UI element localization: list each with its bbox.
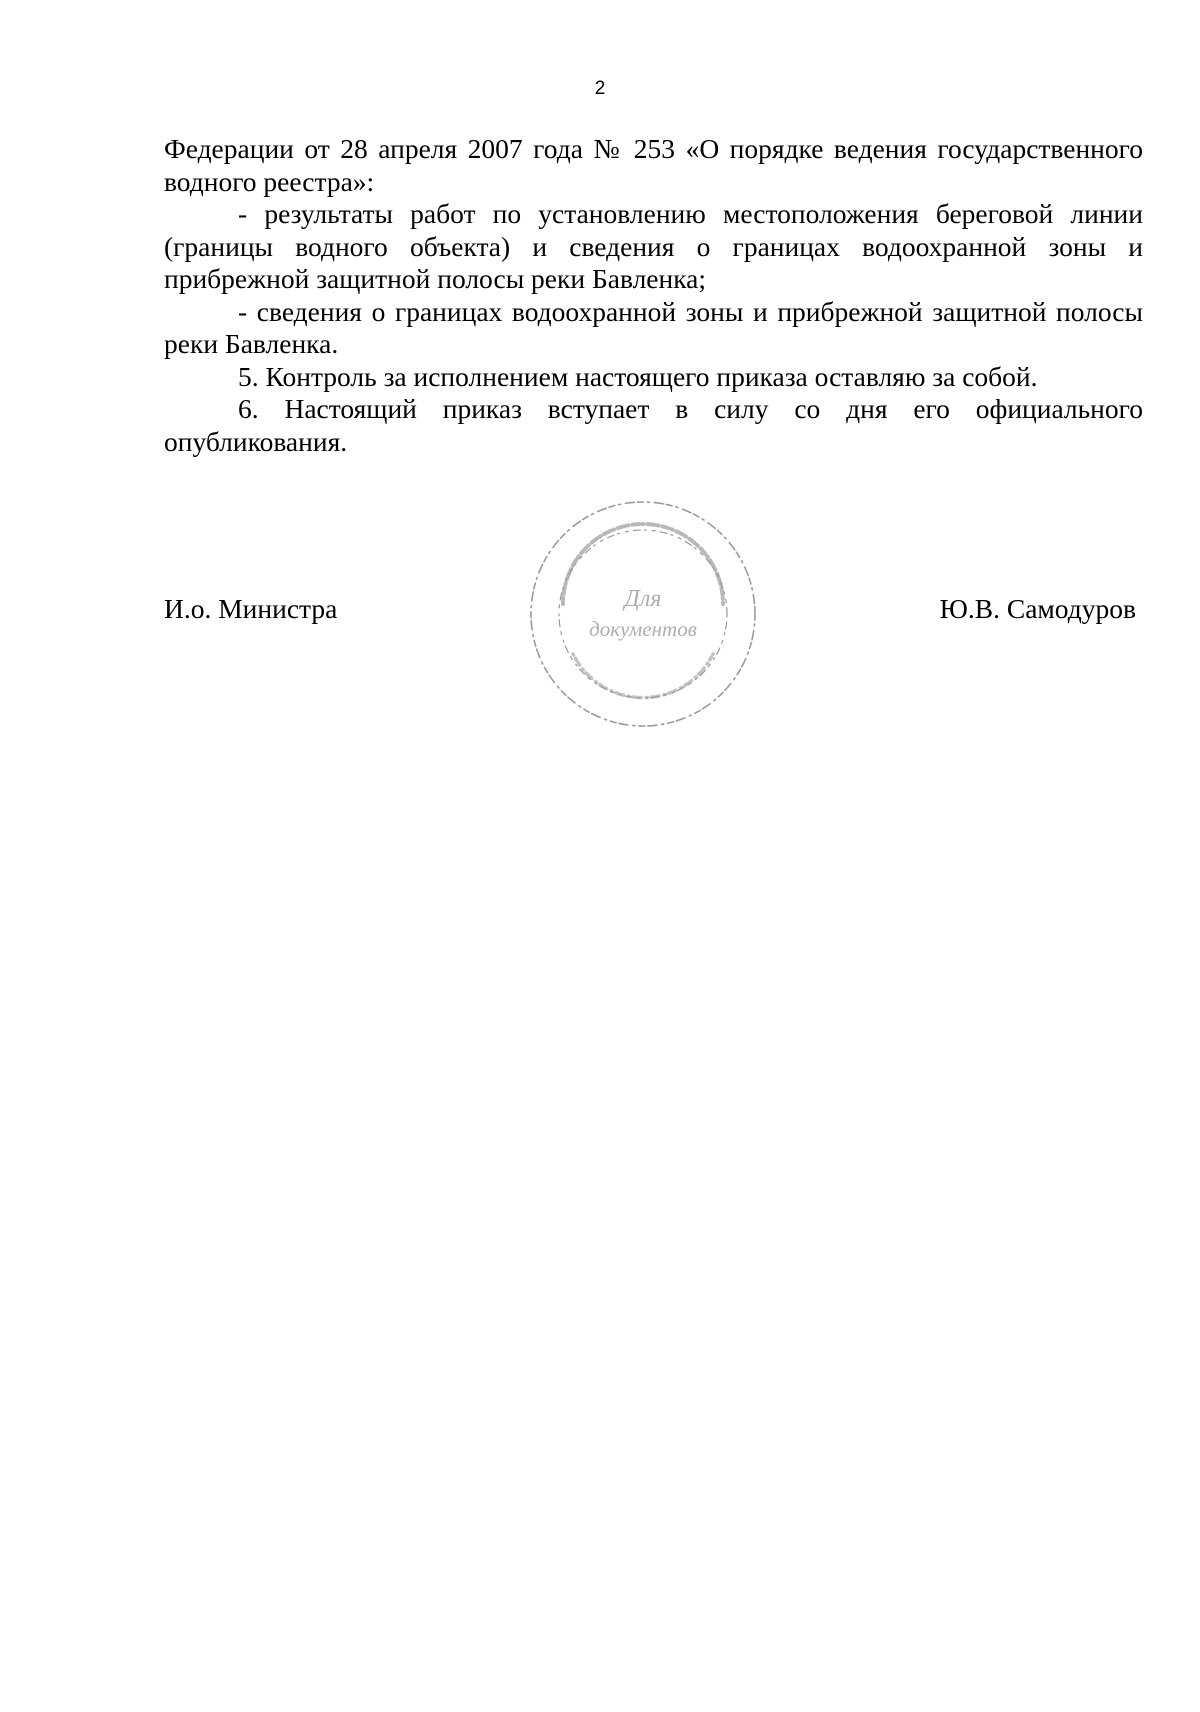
paragraph-item-shoreline-results: - результаты работ по установлению местоположения береговой линии (границы водного объекта) и сведения о границах водоохранной зоны и прибрежной защитной полосы реки Бавленка;	[164, 198, 1143, 294]
page-number: 2	[594, 78, 606, 99]
stamp-center-text-2: документов	[589, 617, 697, 641]
signatory-title: И.о. Министра	[164, 593, 338, 624]
stamp-ring-text-marks-lower	[573, 654, 713, 698]
document-body	[164, 133, 1143, 458]
paragraph-continuation: Федерации от 28 апреля 2007 года № 253 «О порядке ведения государственного водного реестра»:	[164, 133, 1143, 197]
paragraph-clause-5: 5. Контроль за исполнением настоящего приказа оставляю за собой.	[238, 360, 1038, 392]
official-seal-stamp	[523, 494, 763, 734]
stamp-outer-ring	[531, 502, 755, 726]
paragraph-item-zone-info: - сведения о границах водоохранной зоны и прибрежной защитной полосы реки Бавленка.	[164, 295, 1143, 359]
stamp-center-text-1: Для	[624, 586, 662, 612]
signatory-name: Ю.В. Самодуров	[939, 593, 1136, 624]
paragraph-clause-6: 6. Настоящий приказ вступает в силу со дня его официального опубликования.	[164, 393, 1143, 457]
